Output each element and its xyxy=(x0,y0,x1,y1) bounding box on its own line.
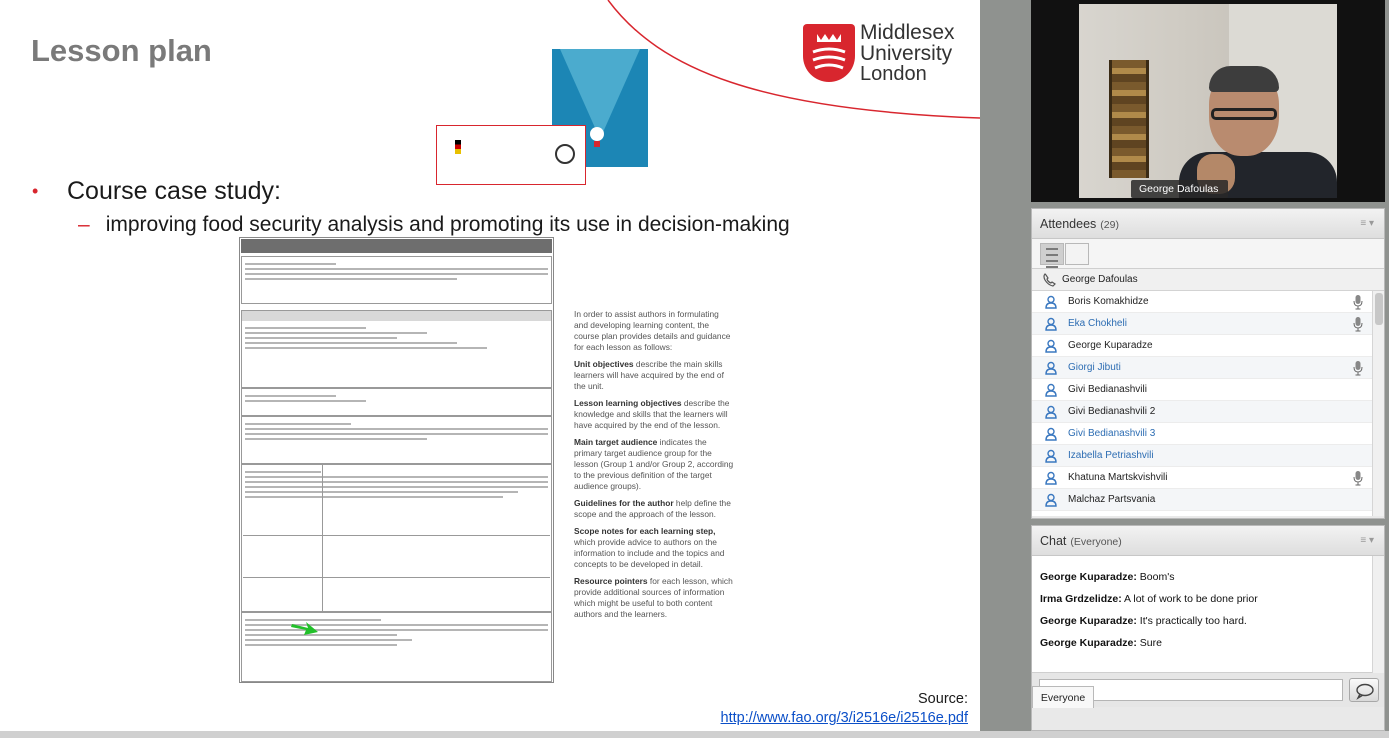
phone-icon xyxy=(1042,273,1056,287)
chat-text: Sure xyxy=(1139,637,1162,649)
logo-line-3: London xyxy=(860,63,927,85)
side-note-heading: Scope notes for each learning step, xyxy=(574,526,716,536)
attendee-row[interactable] xyxy=(1032,313,1384,335)
side-note-text: for each lesson, which provide additional sources of information which might be useful to both content authors and the learners. xyxy=(574,576,733,619)
sub-bullet-item xyxy=(78,213,790,237)
side-note xyxy=(574,526,734,570)
side-note xyxy=(574,359,734,392)
host-row[interactable] xyxy=(1032,269,1384,291)
logo-line-1: Middlesex xyxy=(860,21,955,44)
bullet-text: Course case study: xyxy=(67,177,281,205)
attendees-pod xyxy=(1031,208,1385,519)
side-note xyxy=(574,309,734,353)
side-note xyxy=(574,398,734,431)
attendee-row[interactable] xyxy=(1032,423,1384,445)
attendee-name: Giorgi Jibuti xyxy=(1068,362,1121,373)
role-view-button[interactable] xyxy=(1065,243,1089,265)
list-view-button[interactable] xyxy=(1040,243,1064,265)
speech-bubble-icon xyxy=(1350,679,1380,703)
chat-text: Boom's xyxy=(1139,571,1175,583)
chat-pod xyxy=(1031,525,1385,731)
attendee-name: George Kuparadze xyxy=(1068,340,1153,351)
attendees-title: Attendees xyxy=(1040,217,1097,231)
microphone-icon xyxy=(1352,294,1364,310)
microphone-icon xyxy=(1352,316,1364,332)
person-icon xyxy=(1044,427,1058,441)
chat-author: George Kuparadze: xyxy=(1040,637,1137,649)
chat-text: A lot of work to be done prior xyxy=(1124,593,1258,605)
side-note-heading: Resource pointers xyxy=(574,576,648,586)
logo-line-2: University xyxy=(860,42,953,65)
attendee-row[interactable] xyxy=(1032,445,1384,467)
chat-message xyxy=(1040,571,1376,586)
attendee-name: Boris Komakhidze xyxy=(1068,296,1149,307)
side-note-text: help define the scope and the approach of the lesson. xyxy=(574,498,731,519)
pod-menu-icon[interactable]: ≡ ▾ xyxy=(1360,218,1374,229)
side-note-text: In order to assist authors in formulating and developing learning content, the course plan provides details and guidance for each lesson as follows: xyxy=(574,309,731,352)
fao-emblem-icon xyxy=(555,144,575,164)
side-note-heading: Unit objectives xyxy=(574,359,634,369)
attendee-name: Eka Chokheli xyxy=(1068,318,1127,329)
dash-icon: – xyxy=(78,213,90,236)
chat-tab-everyone[interactable]: Everyone xyxy=(1032,686,1094,708)
side-note xyxy=(574,498,734,520)
slide-title: Lesson plan xyxy=(31,33,212,68)
microphone-icon xyxy=(1352,360,1364,376)
person-icon xyxy=(1044,383,1058,397)
attendee-list xyxy=(1032,291,1384,516)
person-icon xyxy=(1044,493,1058,507)
attendee-row[interactable] xyxy=(1032,401,1384,423)
attendee-name: Givi Bedianashvili 2 xyxy=(1068,406,1156,417)
attendee-name: Malchaz Partsvania xyxy=(1068,494,1156,505)
attendee-name: Izabella Petriashvili xyxy=(1068,450,1154,461)
side-note-text: which provide advice to authors on the information to include and the topics and concepts to be developed in detail. xyxy=(574,537,725,569)
pod-menu-icon[interactable]: ≡ ▾ xyxy=(1360,535,1374,546)
bottom-bar xyxy=(0,731,1389,738)
host-name: George Dafoulas xyxy=(1062,274,1138,285)
person-icon xyxy=(1044,339,1058,353)
side-notes xyxy=(574,309,734,626)
shield-icon xyxy=(803,24,855,82)
side-note-text: describe the knowledge and skills that the learners will have acquired by the end of the lesson. xyxy=(574,398,730,430)
side-note-text: indicates the primary target audience group for the lesson (Group 1 and/or Group 2, according to the previous definition of the target audience groups). xyxy=(574,437,734,491)
presenter-name-label: George Dafoulas xyxy=(1131,180,1228,198)
send-button[interactable] xyxy=(1349,678,1379,702)
chat-messages xyxy=(1032,556,1384,673)
university-logo xyxy=(803,22,963,86)
person-icon xyxy=(1044,361,1058,375)
attendee-row[interactable] xyxy=(1032,357,1384,379)
chat-message xyxy=(1040,615,1376,630)
side-note xyxy=(574,437,734,492)
side-note-heading: Lesson learning objectives xyxy=(574,398,682,408)
attendee-row[interactable] xyxy=(1032,489,1384,511)
lesson-plan-document-image xyxy=(239,237,554,683)
attendees-header xyxy=(1032,209,1384,239)
side-note-text: describe the main skills learners will have acquired by the end of the unit. xyxy=(574,359,724,391)
chat-message xyxy=(1040,637,1376,652)
microphone-icon xyxy=(1352,470,1364,486)
video-pod xyxy=(1031,0,1385,202)
chat-scope: (Everyone) xyxy=(1070,536,1122,548)
side-note xyxy=(574,576,734,620)
bullet-icon: • xyxy=(32,181,39,201)
attendee-name: Khatuna Martskvishvili xyxy=(1068,472,1168,483)
sub-bullet-text: improving food security analysis and promoting its use in decision-making xyxy=(105,213,790,236)
attendees-count: (29) xyxy=(1100,219,1119,231)
pointer-arrow-icon xyxy=(290,620,320,636)
chat-author: George Kuparadze: xyxy=(1040,571,1137,583)
presenter-video xyxy=(1079,4,1337,198)
chat-text: It's practically too hard. xyxy=(1139,615,1247,627)
person-icon xyxy=(1044,471,1058,485)
attendee-row[interactable] xyxy=(1032,379,1384,401)
attendee-row[interactable] xyxy=(1032,335,1384,357)
person-icon xyxy=(1044,449,1058,463)
chat-author: George Kuparadze: xyxy=(1040,615,1137,627)
chat-scrollbar[interactable] xyxy=(1372,556,1384,673)
person-icon xyxy=(1044,317,1058,331)
source-citation xyxy=(721,690,968,728)
attendee-name: Givi Bedianashvili xyxy=(1068,384,1147,395)
chat-message xyxy=(1040,593,1376,608)
person-icon xyxy=(1044,295,1058,309)
chat-title: Chat xyxy=(1040,534,1067,548)
chat-author: Irma Grdzelidze: xyxy=(1040,593,1122,605)
source-link[interactable]: http://www.fao.org/3/i2516e/i2516e.pdf xyxy=(720,710,968,726)
attendee-name: Givi Bedianashvili 3 xyxy=(1068,428,1156,439)
flag-icon xyxy=(455,140,461,154)
publication-card-image xyxy=(436,125,586,185)
attendee-scrollbar[interactable] xyxy=(1372,291,1384,516)
attendee-row[interactable] xyxy=(1032,291,1384,313)
attendees-toolbar xyxy=(1032,239,1384,269)
side-note-heading: Guidelines for the author xyxy=(574,498,674,508)
source-label: Source: xyxy=(918,691,968,707)
chat-input-row xyxy=(1032,673,1384,707)
attendee-row[interactable] xyxy=(1032,467,1384,489)
chat-header xyxy=(1032,526,1384,556)
side-note-heading: Main target audience xyxy=(574,437,658,447)
person-icon xyxy=(1044,405,1058,419)
